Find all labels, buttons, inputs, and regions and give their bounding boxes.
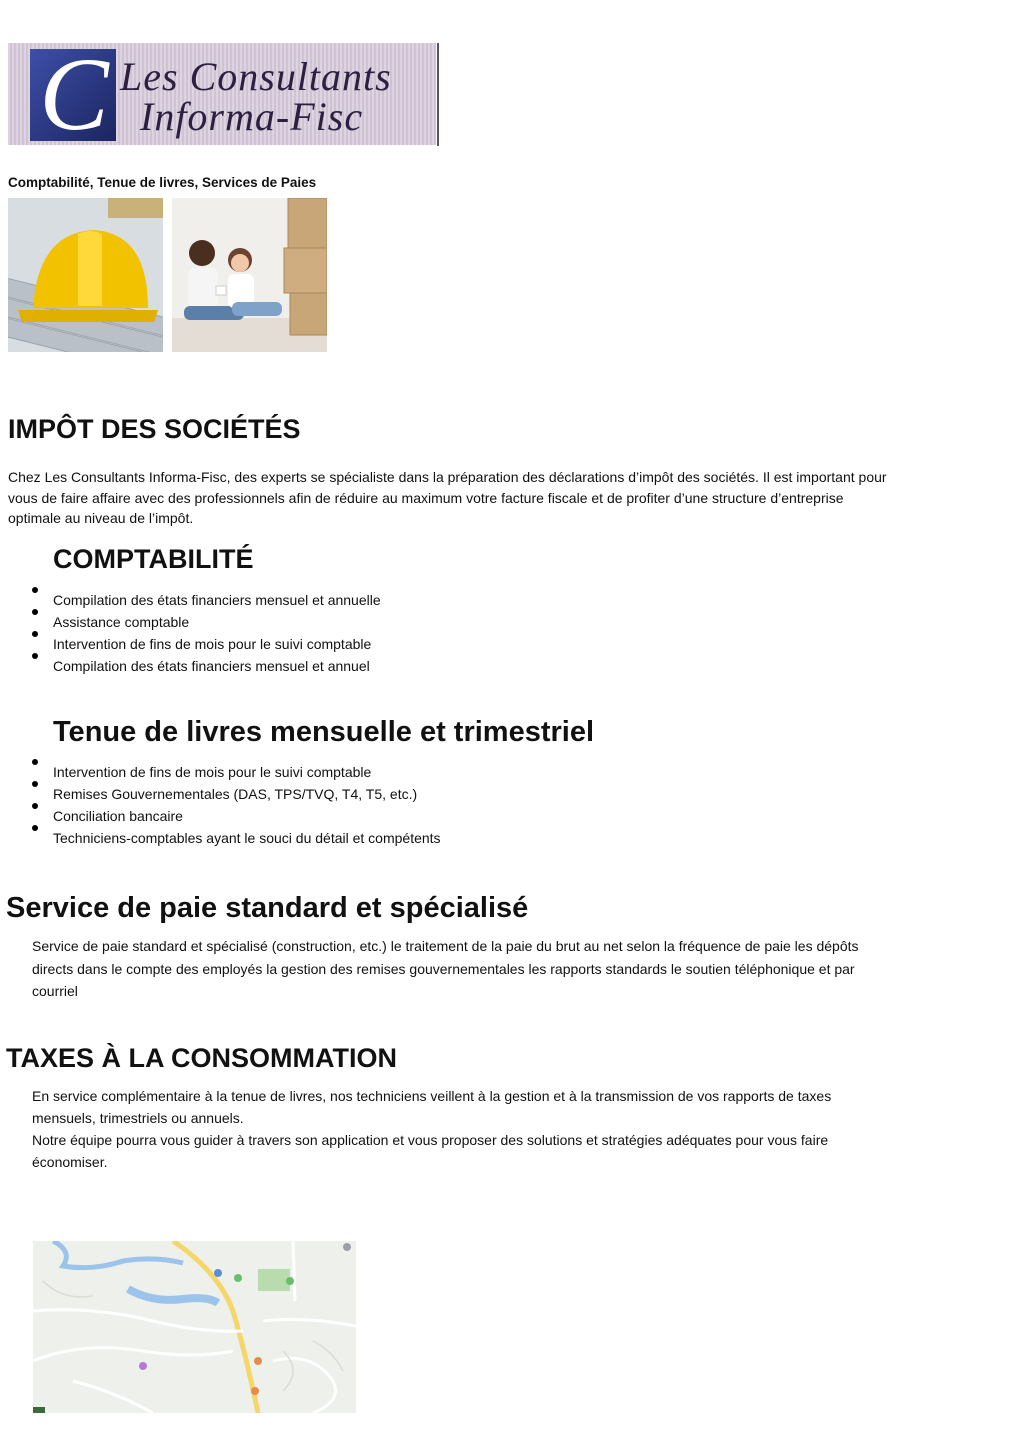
map-icon bbox=[33, 1241, 356, 1413]
list-item: Conciliation bancaire bbox=[0, 806, 600, 828]
comptabilite-list bbox=[0, 590, 600, 678]
logo-emblem-icon bbox=[30, 49, 116, 141]
paie-paragraph: Service de paie standard et spécialisé (construction, etc.) le traitement de la paie du brut au net selon la fréquence de paie les dépôts directs dans le compte des employés la gestion des remises gouvernementales les rapports standards le soutien téléphonique et par courriel bbox=[32, 938, 859, 999]
heading-tenue-de-livres: Tenue de livres mensuelle et trimestriel bbox=[53, 716, 595, 748]
heading-taxes-consommation: TAXES À LA CONSOMMATION bbox=[6, 1043, 397, 1073]
heading-impot-des-societes: IMPÔT DES SOCIÉTÉS bbox=[8, 414, 301, 444]
taxes-paragraph-2: Notre équipe pourra vous guider à travers son application et vous proposer des solutions et stratégies adéquates pour vous faire économiser. bbox=[32, 1132, 829, 1170]
couple-with-boxes-icon bbox=[172, 198, 327, 352]
heading-service-de-paie: Service de paie standard et spécialisé bbox=[6, 892, 529, 924]
logo-line-1: Les Consultants bbox=[120, 54, 392, 99]
logo-emblem-letter: C bbox=[39, 49, 109, 141]
tagline: Comptabilité, Tenue de livres, Services de Paies bbox=[8, 175, 317, 190]
location-map[interactable] bbox=[33, 1241, 356, 1413]
tenue-list bbox=[0, 762, 600, 850]
list-item: Remises Gouvernementales (DAS, TPS/TVQ, T4, T5, etc.) bbox=[0, 784, 600, 806]
logo-divider bbox=[437, 43, 439, 146]
hard-hat-icon bbox=[8, 198, 163, 352]
taxes-paragraph-1: En service complémentaire à la tenue de livres, nos techniciens veillent à la gestion et à la transmission de vos rapports de taxes mensuels, trimestriels ou annuels. bbox=[32, 1088, 832, 1126]
list-item: Assistance comptable bbox=[0, 612, 600, 634]
hard-hat-photo bbox=[8, 198, 163, 352]
couple-photo bbox=[172, 198, 327, 352]
list-item: Compilation des états financiers mensuel et annuelle bbox=[0, 590, 600, 612]
list-item: Compilation des états financiers mensuel et annuel bbox=[0, 656, 600, 678]
list-item: Intervention de fins de mois pour le suivi comptable bbox=[0, 762, 600, 784]
heading-comptabilite: COMPTABILITÉ bbox=[53, 544, 254, 574]
list-item: Techniciens-comptables ayant le souci du détail et compétents bbox=[0, 828, 600, 850]
impot-paragraph: Chez Les Consultants Informa-Fisc, des experts se spécialiste dans la préparation des déclarations d’impôt des sociétés. Il est important pour vous de faire affaire avec des professionnels afin de réduire au maximum votre facture fiscale et de profiter d’une structure d’entreprise optimale au niveau de l’impôt. bbox=[8, 469, 887, 526]
list-item: Intervention de fins de mois pour le suivi comptable bbox=[0, 634, 600, 656]
company-logo bbox=[8, 43, 436, 145]
logo-line-2: Informa-Fisc bbox=[140, 94, 364, 139]
